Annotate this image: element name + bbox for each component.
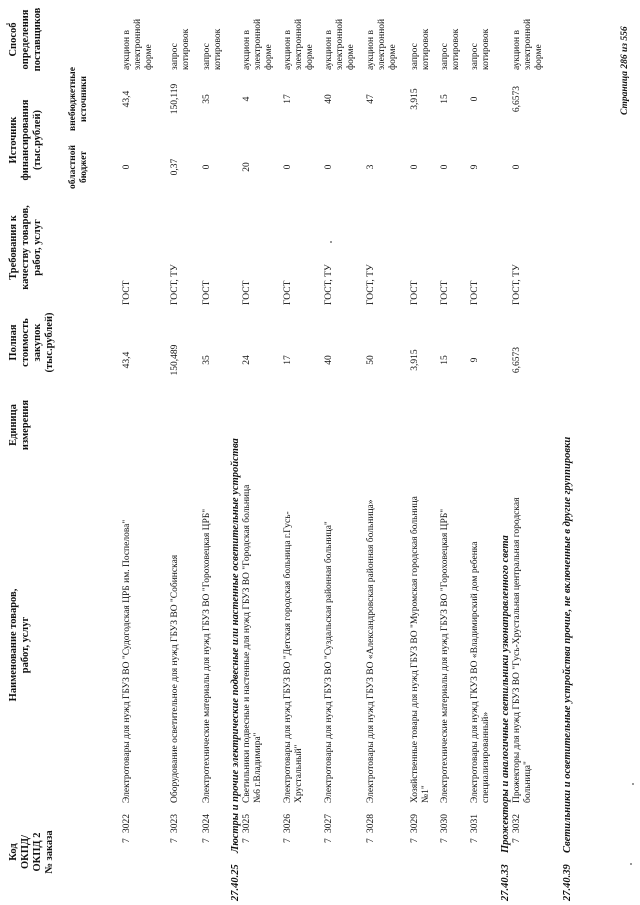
row-3023-extra: 150,119 [170,83,180,115]
row-3024-order: 3024 [202,814,212,833]
row-3023-method: запрос котировок [170,28,191,70]
row-3029-method: запрос котировок [410,28,431,70]
row-3024-name: Электротехнические материалы для нужд ГБУЗ ВО "Гороховецкая ЦРБ" [202,508,212,803]
row-3022-order: 3022 [122,814,132,833]
row-3026-regional: 0 [283,164,293,170]
row-3022-method: аукцион в электронной форме [122,18,154,70]
header-name: Наименование товаров, работ, услуг [8,588,32,702]
row-3022-num: 7 [122,838,132,843]
row-3030-num: 7 [440,838,450,843]
row-3027-num: 7 [324,838,334,843]
row-3026-req: ГОСТ [283,280,293,305]
row-3024-num: 7 [202,838,212,843]
row-3024-regional: 0 [202,164,212,170]
header-requirements: Требования к качеству товаров, работ, услуг [8,205,44,290]
row-3031-regional: 9 [470,164,480,170]
row-3022-regional: 0 [122,164,132,170]
header-source-extra: внебюджетные источники [68,67,89,131]
group-code: 27.40.25 [230,864,241,901]
group-heading [230,438,242,901]
row-3027-name: Электротовары для нужд ГБУЗ ВО "Суздальская районная больница" [324,521,334,803]
row-3023-order: 3023 [170,814,180,833]
group-code: 27.40.39 [562,864,573,901]
row-3031-total: 9 [470,357,480,363]
row-3025-regional: 20 [242,162,252,172]
row-3022-extra: 43,4 [122,90,132,108]
row-3023-req: ГОСТ, ТУ [170,264,180,305]
row-3025-method: аукцион в электронной форме [242,18,274,70]
row-3024-method: запрос котировок [202,28,223,70]
row-3023-num: 7 [170,838,180,843]
row-3026-total: 17 [283,355,293,365]
row-3022-name: Электротовары для нужд ГБУЗ ВО "Судогодская ЦРБ им. Поспелова" [122,519,132,803]
row-3027-method: аукцион в электронной форме [324,18,356,70]
row-3029-req: ГОСТ [410,280,420,305]
row-3029-total: 3,915 [410,349,420,371]
row-3032-req: ГОСТ, ТУ [512,264,522,305]
row-3026-num: 7 [283,838,293,843]
group-title: Прожекторы и аналогичные светильники узконаправленного света [500,535,511,853]
row-3030-req: ГОСТ [440,280,450,305]
row-3028-method: аукцион в электронной форме [366,18,398,70]
row-3032-method: аукцион в электронной форме [512,18,544,70]
row-3028-req: ГОСТ, ТУ [366,264,376,305]
row-3030-order: 3030 [440,814,450,833]
row-3022-req: ГОСТ [122,280,132,305]
row-3025-num: 7 [242,838,252,843]
row-3025-name: Светильники подвесные и настенные для нужд ГБУЗ ВО "Городская больница №6 г.Владимира" [242,484,263,803]
row-3028-num: 7 [366,838,376,843]
scan-speck [630,863,632,865]
row-3028-name: Электротовары для нужд ГБУЗ ВО «Александровская районная больница» [366,499,376,803]
row-3031-order: 3031 [470,814,480,833]
scan-speck [632,783,634,785]
row-3030-extra: 15 [440,94,450,104]
row-3032-total: 6,6573 [512,346,522,374]
row-3029-name: Хозяйственные товары для нужд ГБУЗ ВО "Муромская городская больница №1" [410,496,431,803]
row-3030-total: 15 [440,355,450,365]
header-unit: Единица измерения [8,399,32,451]
row-3025-extra: 4 [242,96,252,102]
row-3024-total: 35 [202,355,212,365]
row-3032-name: Прожекторы для нужд ГБУЗ ВО "Гусь-Хрустальная центральная городская больница" [512,497,533,803]
row-3027-total: 40 [324,355,334,365]
row-3032-regional: 0 [512,164,522,170]
row-3031-name: Электротовары для нужд ГКУЗ ВО «Владимирский дом ребенка специализированный» [470,541,491,803]
group-title: Люстры и прочие электрические подвесные или настенные осветительные устройства [230,438,241,853]
row-3025-req: ГОСТ [242,280,252,305]
row-3030-name: Электротехнические материалы для нужд ГБУЗ ВО "Гороховецкая ЦРБ" [440,508,450,803]
row-3026-order: 3026 [283,814,293,833]
row-3031-method: запрос котировок [470,28,491,70]
page-number: Страница 286 из 556 [620,26,630,115]
header-source: Источник финансирования (тыс.рублей) [8,99,44,181]
row-3025-order: 3025 [242,814,252,833]
row-3027-regional: 0 [324,164,334,170]
row-3031-extra: 0 [470,96,480,102]
row-3028-total: 50 [366,355,376,365]
group-title: Светильники и осветительные устройства прочие, не включенные в другие группировки [562,436,573,853]
header-total: Полная стоимость закупок (тыс.рублей) [8,312,56,373]
row-3024-extra: 35 [202,94,212,104]
row-3024-req: ГОСТ [202,280,212,305]
row-3030-method: запрос котировок [440,28,461,70]
row-3026-method: аукцион в электронной форме [283,18,315,70]
header-method: Способ определения поставщиков [8,7,44,72]
row-3029-regional: 0 [410,164,420,170]
row-3027-order: 3027 [324,814,334,833]
row-3029-num: 7 [410,838,420,843]
row-3029-extra: 3,915 [410,88,420,110]
header-code: Код ОКПД/ ОКПД 2 № заказа [8,830,56,874]
row-3027-extra: 40 [324,94,334,104]
row-3028-extra: 47 [366,94,376,104]
row-3032-extra: 6,6573 [512,85,522,113]
row-3029-order: 3029 [410,814,420,833]
row-3031-num: 7 [470,838,480,843]
group-heading [562,437,574,901]
row-3032-num: 7 [512,838,522,843]
row-3026-extra: 17 [283,94,293,104]
row-3027-req: ГОСТ, ТУ [324,264,334,305]
group-code: 27.40.33 [500,864,511,901]
row-3028-order: 3028 [366,814,376,833]
row-3025-total: 24 [242,355,252,365]
row-3028-regional: 3 [366,164,376,170]
scan-speck [330,241,332,243]
header-source-regional: областной бюджет [68,145,89,189]
scan-speck [6,23,8,25]
row-3023-regional: 0,37 [170,158,180,176]
row-3023-total: 150,489 [170,344,180,376]
row-3026-name: Электротовары для нужд ГБУЗ ВО "Детская городская больница г.Гусь-Хрустальный" [283,511,304,803]
row-3030-regional: 0 [440,164,450,170]
row-3023-name: Оборудование осветительное для нужд ГБУЗ ВО "Собинская [170,554,180,803]
row-3032-order: 3032 [512,814,522,833]
row-3031-req: ГОСТ [470,280,480,305]
group-heading [500,535,512,901]
row-3022-total: 43,4 [122,351,132,369]
